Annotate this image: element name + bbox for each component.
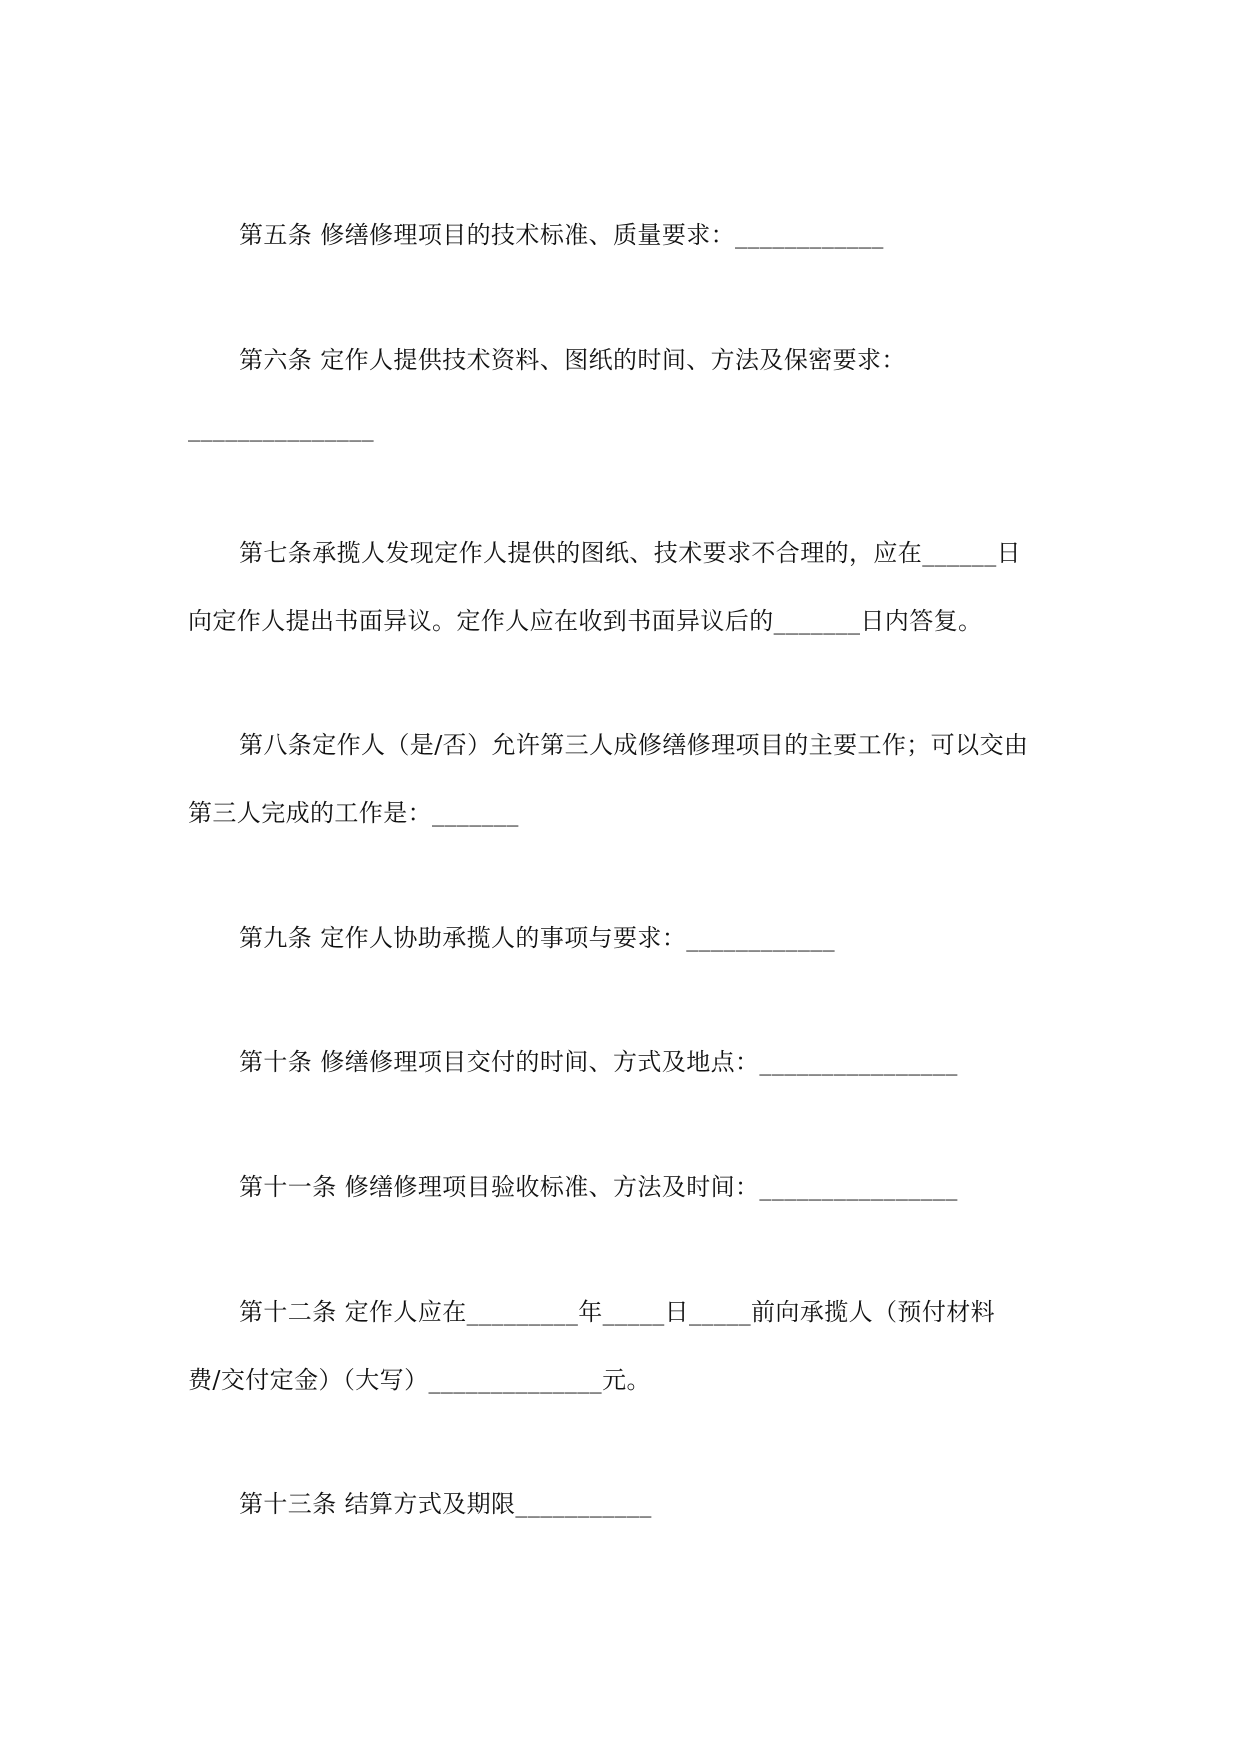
article-9-text: 第九条 定作人协助承揽人的事项与要求：____________ bbox=[239, 924, 836, 952]
article-5-text: 第五条 修缮修理项目的技术标准、质量要求：____________ bbox=[239, 221, 884, 249]
article-12-text-line2: 费/交付定金）（大写）______________元。 bbox=[188, 1366, 651, 1394]
article-8-text-line1: 第八条定作人（是/否）允许第三人成修缮修理项目的主要工作；可以交由 bbox=[239, 731, 1029, 759]
article-11-text: 第十一条 修缮修理项目验收标准、方法及时间：________________ bbox=[239, 1173, 958, 1201]
article-7-text-line2: 向定作人提出书面异议。定作人应在收到书面异议后的_______日内答复。 bbox=[188, 607, 983, 635]
article-6-text: 第六条 定作人提供技术资料、图纸的时间、方法及保密要求： bbox=[239, 346, 906, 374]
article-8-text-line2: 第三人完成的工作是：_______ bbox=[188, 799, 519, 827]
article-10-text: 第十条 修缮修理项目交付的时间、方式及地点：________________ bbox=[239, 1048, 958, 1076]
article-13-text: 第十三条 结算方式及期限___________ bbox=[239, 1490, 652, 1518]
article-12-text-line1: 第十二条 定作人应在_________年_____日_____前向承揽人（预付材料 bbox=[239, 1298, 996, 1326]
article-7-text-line1: 第七条承揽人发现定作人提供的图纸、技术要求不合理的，应在______日 bbox=[239, 539, 1021, 567]
article-6-blank: _______________ bbox=[188, 414, 374, 442]
